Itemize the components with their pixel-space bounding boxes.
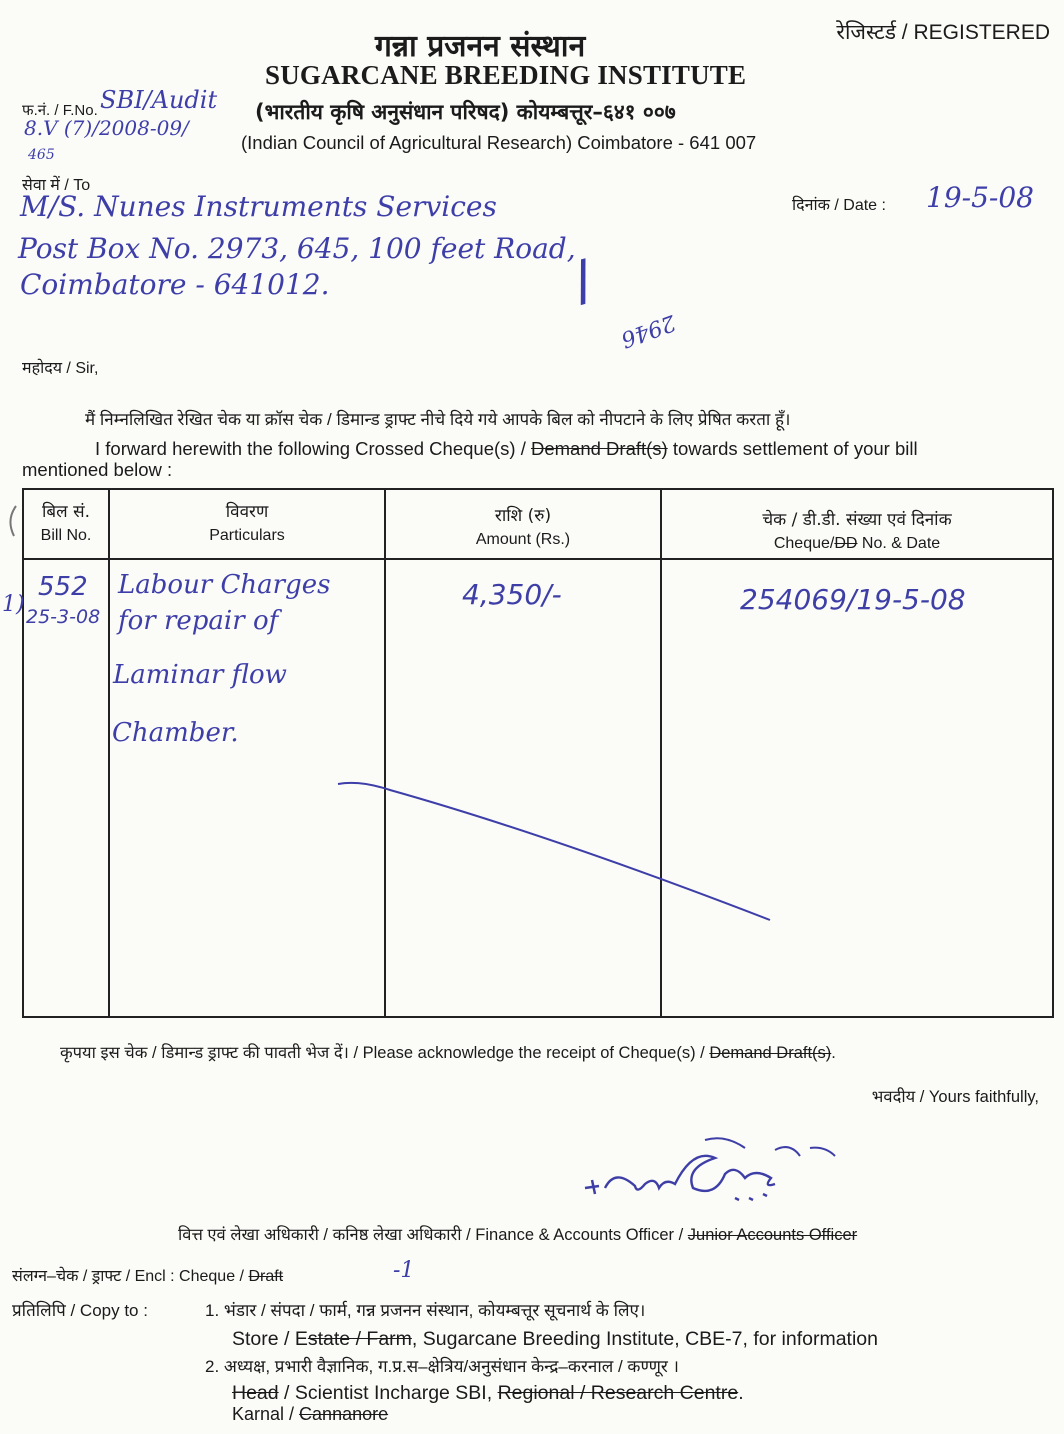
body-text-english [95, 438, 918, 460]
header-bill-no [24, 500, 108, 548]
officer-prefix: वित्त एवं लेखा अधिकारी / कनिष्ठ लेखा अधिकारी / Finance & Accounts Officer / [178, 1226, 688, 1244]
copy2-sep: / [284, 1404, 300, 1424]
registered-label: रेजिस्टर्ड / REGISTERED [836, 21, 1050, 44]
body-text-english-line2: mentioned below : [22, 459, 173, 480]
officer-signature [575, 1128, 875, 1228]
table-divider [660, 490, 662, 1016]
body-text-suffix: towards settlement of your bill [667, 438, 918, 459]
officer-struck: Junior Accounts Officer [687, 1226, 858, 1244]
enclosure [12, 1264, 283, 1286]
file-number-handwritten-1: SBI/Audit [100, 86, 218, 114]
pen-stroke-cancel-line [300, 760, 820, 930]
bill-table [22, 488, 1054, 1018]
header-cheque-prefix: Cheque/ [773, 535, 835, 552]
file-number-handwritten-2: 8.V (7)/2008-09/ [24, 116, 189, 140]
particulars-line-3: Laminar flow [113, 660, 287, 690]
header-cheque-hindi: चेक / डी.डी. संख्या एवं दिनांक [762, 510, 952, 530]
copy-to-label: प्रतिलिपि / Copy to : [12, 1301, 148, 1320]
body-text-prefix: I forward herewith the following Crossed Cheque(s) / [95, 438, 531, 459]
table-header-rule [24, 558, 1052, 560]
copy2-cannanore: Cannanore [299, 1404, 389, 1424]
council-hindi: (भारतीय कृषि अनुसंधान परिषद) कोयम्बत्तूर–६४१ ००७ [255, 100, 676, 124]
header-particulars-hindi: विवरण [225, 502, 269, 522]
acknowledge-suffix: . [831, 1044, 836, 1062]
date-label: दिनांक / Date : [792, 197, 886, 214]
acknowledge-text [60, 1040, 836, 1063]
cheque-number-date: 254069/19-5-08 [740, 583, 966, 616]
copy-item-1-hindi: 1. भंडार / संपदा / फार्म, गन्न प्रजनन संस्थान, कोयम्बत्तूर सूचनार्थ के लिए। [205, 1301, 646, 1320]
copy-item-2-english-line2 [232, 1404, 388, 1425]
copy2-mid: / Scientist Incharge SBI, [278, 1382, 498, 1404]
copy1-struck: state / Farm [307, 1328, 412, 1350]
recipient-line-3: Coimbatore - 641012. [20, 268, 330, 301]
copy1-prefix: Store / E [232, 1328, 308, 1350]
to-label: सेवा में / To [22, 177, 91, 194]
header-cheque-suffix: No. & Date [857, 535, 941, 552]
salutation: महोदय / Sir, [22, 360, 99, 377]
date-value: 19-5-08 [926, 181, 1034, 214]
acknowledge-prefix: कृपया इस चेक / डिमान्ड ड्राफ्ट की पावती भेज दें। / Please acknowledge the receipt of Cheque(s) / [60, 1044, 710, 1062]
particulars-line-4: Chamber. [112, 718, 239, 748]
acknowledge-struck: Demand Draft(s) [709, 1044, 832, 1062]
particulars-line-2: for repair of [118, 606, 279, 636]
body-text-struck: Demand Draft(s) [530, 438, 668, 459]
recipient-line-1: M/S. Nunes Instruments Services [20, 190, 497, 223]
header-particulars-english: Particulars [209, 527, 285, 544]
enclosure-prefix: संलग्न–चेक / ड्राफ्ट / Encl : Cheque / [12, 1268, 249, 1285]
margin-mark [2, 502, 22, 562]
enclosure-struck: Draft [248, 1268, 284, 1285]
particulars-line-1: Labour Charges [118, 570, 331, 600]
table-divider [384, 490, 386, 1016]
enclosure-count: -1 [393, 1258, 415, 1283]
copy-item-1-english [232, 1328, 878, 1351]
copy-item-2-english [232, 1382, 744, 1405]
header-amount [386, 504, 660, 552]
copy2-karnal: Karnal [232, 1404, 285, 1424]
copy1-suffix: , Sugarcane Breeding Institute, CBE-7, for information [411, 1328, 878, 1350]
file-number-handwritten-3: 465 [28, 147, 55, 163]
pen-slash-mark: / [566, 247, 601, 318]
body-text-hindi: मैं निम्नलिखित रेखित चेक या क्रॉस चेक / डिमान्ड ड्राफ्ट नीचे दिये गये आपके बिल को नीपटाने के लिए प्रेषित करता हूँ। [85, 410, 791, 429]
institute-title-hindi: गन्ना प्रजनन संस्थान [375, 29, 586, 64]
header-cheque-english [662, 532, 1052, 556]
council-english: (Indian Council of Agricultural Research) Coimbatore - 641 007 [241, 132, 757, 153]
bill-number: 552 [38, 572, 88, 602]
header-bill-no-hindi: बिल सं. [42, 502, 90, 522]
copy2-end: . [738, 1382, 744, 1404]
bill-date: 25-3-08 [26, 606, 101, 628]
copy-item-2-hindi: 2. अध्यक्ष, प्रभारी वैज्ञानिक, ग.प्र.स–क्षेत्रिय/अनुसंधान केन्द्र–करनाल / कण्णूर । [205, 1357, 679, 1376]
header-amount-hindi: राशि (रु) [494, 506, 552, 526]
file-number-label: फ.नं. / F.No. [22, 102, 98, 119]
copy2-struck-2: Regional / Research Centre [497, 1382, 739, 1404]
header-cheque [662, 508, 1052, 556]
yours-faithfully: भवदीय / Yours faithfully, [871, 1088, 1039, 1106]
row-index: 1) [2, 592, 25, 617]
institute-title-english: SUGARCANE BREEDING INSTITUTE [265, 60, 747, 90]
recipient-line-2: Post Box No. 2973, 645, 100 feet Road, [18, 232, 576, 265]
header-cheque-struck: DD [834, 535, 858, 552]
amount-value: 4,350/- [462, 578, 562, 611]
inward-number: 2946 [617, 309, 679, 352]
officer-designation [178, 1222, 857, 1245]
header-bill-no-english: Bill No. [40, 527, 92, 544]
copy2-struck-1: Head [232, 1382, 279, 1404]
table-divider [108, 490, 110, 1016]
header-amount-english: Amount (Rs.) [475, 531, 571, 548]
header-particulars [110, 500, 384, 548]
